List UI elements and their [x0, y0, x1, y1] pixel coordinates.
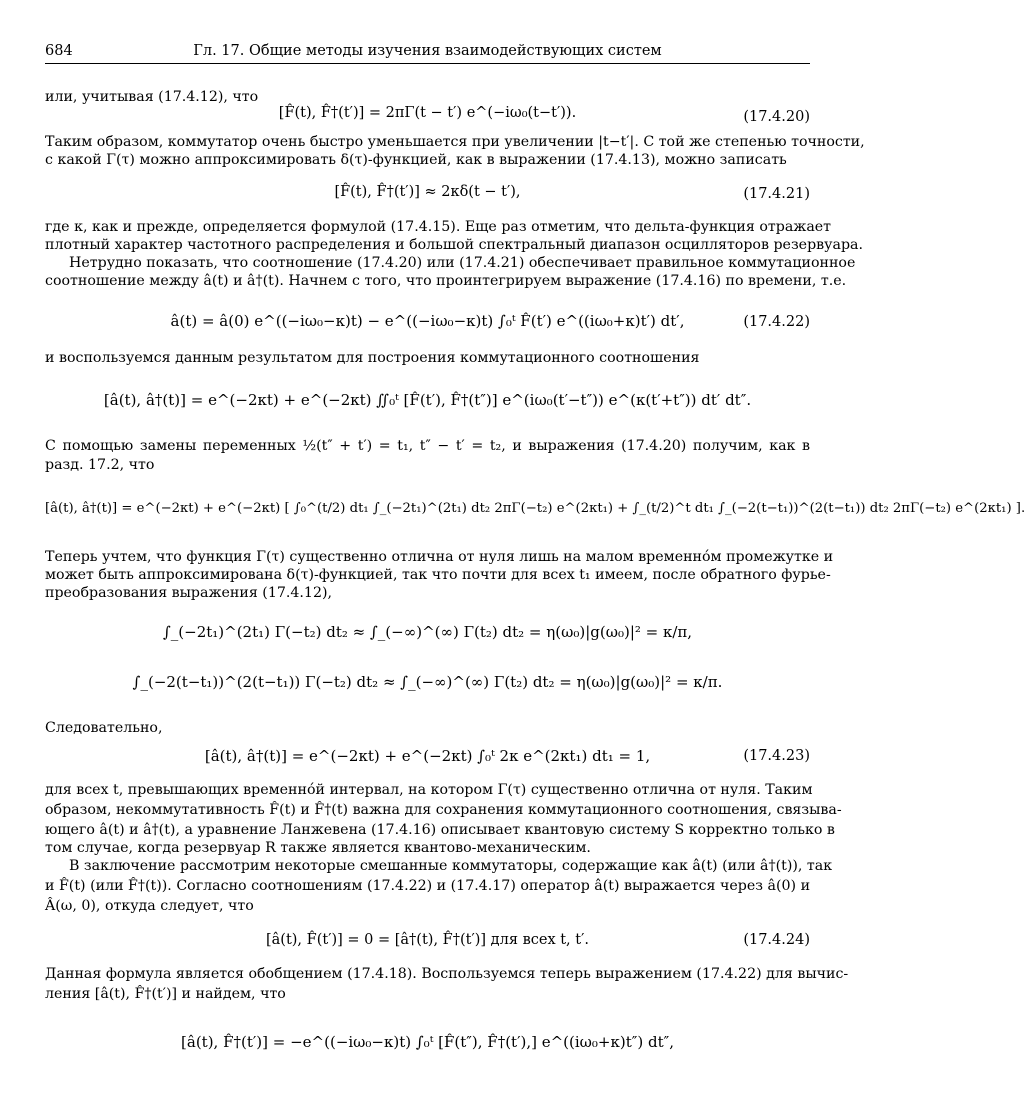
- equation-number: (17.4.23): [743, 748, 810, 764]
- paragraph-line: том случае, когда резервуар R также является квантово-механическим.: [45, 840, 591, 856]
- paragraph-line: Нетрудно показать, что соотношение (17.4.20) или (17.4.21) обеспечивает правильное коммутационное: [69, 255, 856, 271]
- paragraph-line: может быть аппроксимирована δ(τ)-функцией, так что почти для всех t₁ имеем, после обратного фурье-: [45, 567, 831, 583]
- paragraph-line: и F̂(t) (или F̂†(t)). Согласно соотношениям (17.4.22) и (17.4.17) оператор â(t) выражается через â(0) и: [45, 878, 811, 894]
- equation-17-4-20: [F̂(t), F̂†(t′)] = 2πΓ(t − t′) e^(−iω₀(t−t′)).: [278, 105, 577, 121]
- paragraph-line: Данная формула является обобщением (17.4.18). Воспользуемся теперь выражением (17.4.22) для вычис-: [45, 966, 849, 982]
- paragraph-line: Теперь учтем, что функция Γ(τ) существенно отлична от нуля лишь на малом временнóм промежутке и: [45, 549, 834, 565]
- paragraph-line: с какой Γ(τ) можно аппроксимировать δ(τ)-функцией, как в выражении (17.4.13), можно записать: [45, 152, 787, 168]
- equation-number: (17.4.20): [743, 109, 810, 125]
- equation-mixed-commutator: [â(t), F̂†(t′)] = −e^((−iω₀−κ)t) ∫₀ᵗ [F̂(t″), F̂†(t′),] e^((iω₀+κ)t″) dt″,: [181, 1033, 674, 1051]
- paragraph-line: ющего â(t) и â†(t), а уравнение Ланжевена (17.4.16) описывает квантовую систему S корректно только в: [45, 822, 835, 838]
- equation-17-4-22: â(t) = â(0) e^((−iω₀−κ)t) − e^((−iω₀−κ)t) ∫₀ᵗ F̂(t′) e^((iω₀+κ)t′) dt′,: [170, 312, 685, 330]
- equation-17-4-23: [â(t), â†(t)] = e^(−2κt) + e^(−2κt) ∫₀ᵗ 2κ e^(2κt₁) dt₁ = 1,: [204, 747, 651, 765]
- header-rule: [45, 63, 810, 64]
- equation-17-4-24: [â(t), F̂(t′)] = 0 = [â†(t), F̂†(t′)] для всех t, t′.: [265, 932, 589, 948]
- paragraph-line: соотношение между â(t) и â†(t). Начнем с того, что проинтегрируем выражение (17.4.16) по времени, т.е.: [45, 273, 847, 289]
- equation-17-4-21: [F̂(t), F̂†(t′)] ≈ 2κδ(t − t′),: [334, 184, 521, 200]
- paragraph-line: Таким образом, коммутатор очень быстро уменьшается при увеличении |t−t′|. С той же степенью точности,: [45, 134, 865, 150]
- running-title: Гл. 17. Общие методы изучения взаимодействующих систем: [193, 43, 662, 59]
- paragraph-line: Следовательно,: [45, 720, 163, 736]
- paragraph-line: плотный характер частотного распределения и большой спектральный диапазон осцилляторов резервуара.: [45, 237, 864, 253]
- equation-commutator: [â(t), â†(t)] = e^(−2κt) + e^(−2κt) ∬₀ᵗ [F̂(t′), F̂†(t″)] e^(iω₀(t′−t″)) e^(κ(t′+t″)) dt′ dt″.: [103, 391, 752, 409]
- equation-number: (17.4.24): [743, 932, 810, 948]
- paragraph-line: образом, некоммутативность F̂(t) и F̂†(t) важна для сохранения коммутационного соотношения, связыва-: [45, 802, 842, 818]
- paragraph-line: Â(ω, 0), откуда следует, что: [45, 898, 254, 914]
- paragraph-line: и воспользуемся данным результатом для построения коммутационного соотношения: [45, 350, 700, 366]
- paragraph-line: разд. 17.2, что: [45, 457, 155, 473]
- paragraph-line: для всех t, превышающих временнóй интервал, на котором Γ(τ) существенно отлична от нуля. Таким: [45, 782, 813, 798]
- paragraph-line: где κ, как и прежде, определяется формулой (17.4.15). Еще раз отметим, что дельта-функция отражает: [45, 219, 832, 235]
- equation-number: (17.4.21): [743, 186, 810, 202]
- paragraph-line: преобразования выражения (17.4.12),: [45, 585, 333, 601]
- equation-substitution: [â(t), â†(t)] = e^(−2κt) + e^(−2κt) [ ∫₀^(t/2) dt₁ ∫_(−2t₁)^(2t₁) dt₂ 2πΓ(−t₂) e^(2κt₁) + ∫_(t/2)^t dt₁ ∫_(−2(t−t₁))^(2(t−t₁)) dt₂ 2πΓ(−t₂) e^(2κt₁) ].: [45, 501, 1025, 516]
- equation-number: (17.4.22): [743, 314, 810, 330]
- page-number: 684: [45, 43, 73, 59]
- equation-gamma-1: ∫_(−2t₁)^(2t₁) Γ(−t₂) dt₂ ≈ ∫_(−∞)^(∞) Γ(t₂) dt₂ = η(ω₀)|g(ω₀)|² = κ/π,: [162, 623, 693, 641]
- paragraph-line: ления [â(t), F̂†(t′)] и найдем, что: [45, 986, 286, 1002]
- paragraph-line: С помощью замены переменных ½(t″ + t′) = t₁, t″ − t′ = t₂, и выражения (17.4.20) получим, как в: [45, 438, 810, 454]
- paragraph-line: или, учитывая (17.4.12), что: [45, 89, 259, 105]
- equation-gamma-2: ∫_(−2(t−t₁))^(2(t−t₁)) Γ(−t₂) dt₂ ≈ ∫_(−∞)^(∞) Γ(t₂) dt₂ = η(ω₀)|g(ω₀)|² = κ/π.: [132, 673, 723, 691]
- paragraph-line: В заключение рассмотрим некоторые смешанные коммутаторы, содержащие как â(t) (или â†(t)), так: [69, 858, 833, 874]
